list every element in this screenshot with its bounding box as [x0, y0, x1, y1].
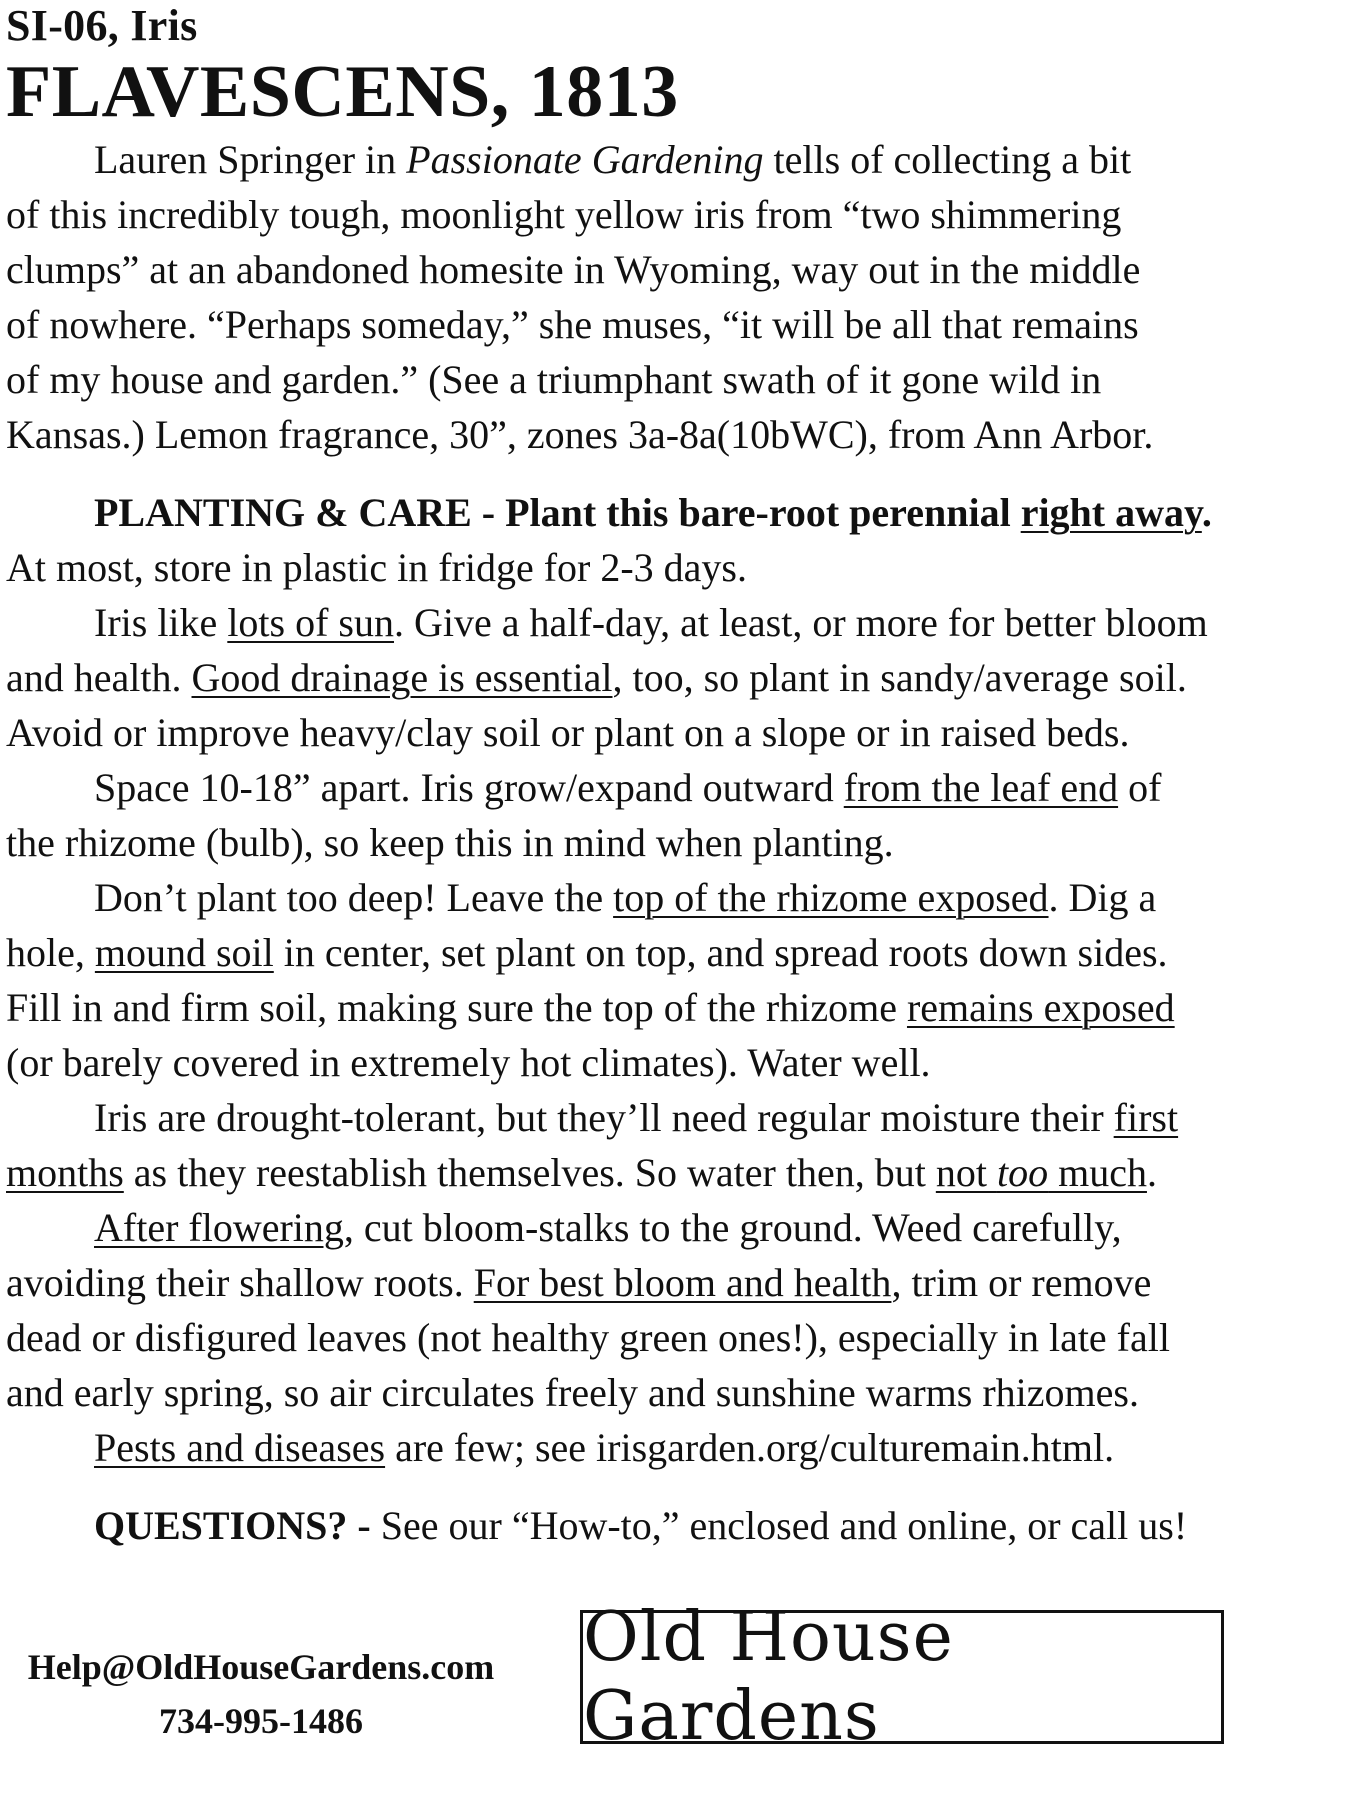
contact-email[interactable]: Help@OldHouseGardens.com: [27, 1647, 495, 1687]
item-code: SI-06, Iris: [6, 1, 198, 50]
questions-paragraph: QUESTIONS? - See our “How-to,” enclosed and online, or call us!: [94, 1503, 1188, 1548]
watering-paragraph: Iris are drought-tolerant, but they’ll need regular moisture their first months as they reestablish themselves. So water then, but not too much.: [6, 1095, 1179, 1195]
book-title: Passionate Gardening: [406, 137, 764, 182]
document-page: [6, 0, 1306, 1553]
company-logo: [580, 1598, 1224, 1756]
contact-phone[interactable]: 734-995-1486: [159, 1701, 363, 1741]
variety-title: FLAVESCENS, 1813: [6, 51, 679, 133]
contact-block: [6, 1640, 516, 1748]
spacing-paragraph: Space 10-18” apart. Iris grow/expand outward from the leaf end of the rhizome (bulb), so keep this in mind when planting.: [6, 765, 1162, 865]
depth-paragraph: Don’t plant too deep! Leave the top of the rhizome exposed. Dig a hole, mound soil in center, set plant on top, and spread roots down sides. Fill in and firm soil, making sure the top of the rhizome remains exposed (or barely covered in extremely hot climates). Water well.: [6, 875, 1175, 1085]
after-flowering-paragraph: After flowering, cut bloom-stalks to the ground. Weed carefully, avoiding their shallow roots. For best bloom and health, trim or remove dead or disfigured leaves (not healthy green ones!), especially in late fall and early spring, so air circulates freely and sunshine warms rhizomes.: [6, 1205, 1170, 1415]
planting-care-paragraph: PLANTING & CARE - Plant this bare-root perennial right away. At most, store in plastic in fridge for 2-3 days.: [6, 490, 1212, 590]
description-paragraph: Lauren Springer in Passionate Gardening tells of collecting a bit of this incredibly tough, moonlight yellow iris from “two shimmering clumps” at an abandoned homesite in Wyoming, way out in the middle of nowhere. “Perhaps someday,” she muses, “it will be all that remains of my house and garden.” (See a triumphant swath of it gone wild in Kansas.) Lemon fragrance, 30”, zones 3a-8a(10bWC), from Ann Arbor.: [6, 137, 1154, 457]
pests-paragraph: Pests and diseases are few; see irisgarden.org/culturemain.html.: [94, 1425, 1115, 1470]
company-logo-text: Old House Gardens: [583, 1598, 954, 1756]
sun-paragraph: Iris like lots of sun. Give a half-day, at least, or more for better bloom and health. Good drainage is essential, too, so plant in sandy/average soil. Avoid or improve heavy/clay soil or plant on a slope or in raised beds.: [6, 600, 1208, 755]
